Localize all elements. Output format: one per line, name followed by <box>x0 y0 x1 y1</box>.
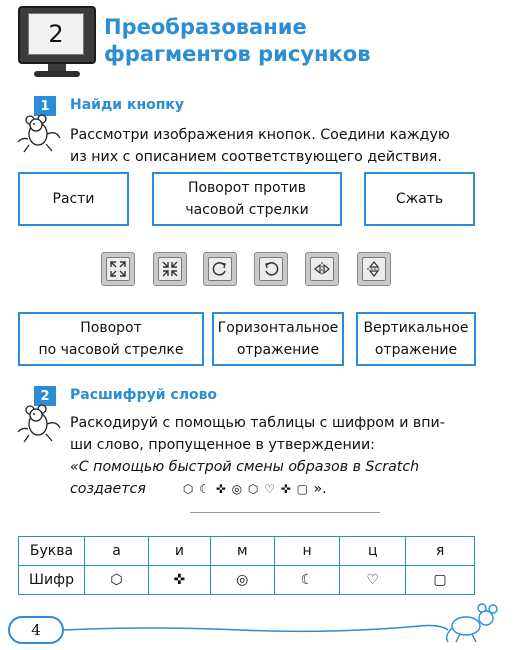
desc-flip-h-line1: Горизонтальное <box>217 320 339 336</box>
letter-cell: м <box>210 537 274 566</box>
desc-box-rotate-ccw[interactable] <box>152 172 342 226</box>
task2-instructions <box>70 412 445 500</box>
mouse-mascot-icon <box>447 604 497 642</box>
task2-quote-line2 <box>70 478 445 500</box>
desc-flip-h-line2: отражение <box>236 342 320 358</box>
rotate-right-icon <box>262 260 280 278</box>
table-row-cipher <box>19 566 475 595</box>
task2-number: 2 <box>34 386 56 406</box>
desc-box-flip-horizontal[interactable] <box>212 312 344 366</box>
grow-button[interactable] <box>101 252 135 286</box>
desc-box-flip-vertical[interactable] <box>356 312 476 366</box>
mouse-mascot-icon <box>16 112 62 154</box>
table-row-letters <box>19 537 475 566</box>
task2-quote-line1: «С помощью быстрой смены образов в Scratch <box>70 459 420 475</box>
desc-rotate-cw-line2: по часовой стрелке <box>38 342 184 358</box>
letter-cell: ц <box>340 537 406 566</box>
letter-cell: и <box>149 537 211 566</box>
task2-quote-prefix: создается <box>70 481 146 497</box>
rotate-left-icon <box>211 260 229 278</box>
desc-rotate-cw-line1: Поворот <box>80 320 142 336</box>
desc-flip-v-line1: Вертикальное <box>363 320 469 336</box>
chapter-title <box>104 14 504 68</box>
cipher-symbol-cell: ⬡ <box>85 566 149 595</box>
task1-text-line1: Рассмотри изображения кнопок. Соедини каждую <box>70 127 450 143</box>
flip-vertical-icon <box>365 260 383 278</box>
task1-instructions <box>70 124 450 168</box>
footer-decoration <box>0 596 519 650</box>
task1-number: 1 <box>34 96 56 116</box>
cipher-symbol-cell: ☾ <box>274 566 340 595</box>
row-label-letter: Буква <box>19 537 85 566</box>
desc-flip-v-line2: отражение <box>374 342 458 358</box>
task2-title: Расшифруй слово <box>70 387 218 403</box>
task2-text-line2: ши слово, пропущенное в утверждении: <box>70 437 375 453</box>
cipher-symbol-cell: ✜ <box>149 566 211 595</box>
flip-vertical-button[interactable] <box>357 252 391 286</box>
page-number: 4 <box>8 616 64 644</box>
flip-horizontal-button[interactable] <box>305 252 339 286</box>
letter-cell: н <box>274 537 340 566</box>
shrink-icon <box>161 260 179 278</box>
row-label-cipher: Шифр <box>19 566 85 595</box>
chapter-number: 2 <box>28 13 84 55</box>
cipher-table <box>18 536 475 595</box>
shrink-button[interactable] <box>153 252 187 286</box>
desc-grow-line1: Расти <box>52 191 95 207</box>
rotate-right-button[interactable] <box>254 252 288 286</box>
chapter-title-line2: фрагментов рисунков <box>104 42 371 66</box>
desc-box-rotate-cw[interactable] <box>18 312 204 366</box>
desc-rotate-ccw-line1: Поворот против <box>187 180 307 196</box>
desc-box-grow[interactable] <box>18 172 129 226</box>
desc-box-shrink[interactable] <box>364 172 475 226</box>
rotate-left-button[interactable] <box>203 252 237 286</box>
answer-line[interactable] <box>190 512 380 513</box>
cipher-symbol-cell: ♡ <box>340 566 406 595</box>
monitor-icon <box>18 6 98 80</box>
cipher-symbol-cell: ▢ <box>406 566 475 595</box>
chapter-title-line1: Преобразование <box>104 15 307 39</box>
cipher-sequence: ⬡ ☾ ✜ ◎ ⬡ ♡ ✜ ▢ <box>182 482 309 496</box>
task2-quote-suffix: ». <box>313 481 327 497</box>
letter-cell: я <box>406 537 475 566</box>
desc-rotate-ccw-line2: часовой стрелки <box>185 202 309 218</box>
desc-shrink-line1: Сжать <box>395 191 444 207</box>
task1-text-line2: из них с описанием соответствующего действия. <box>70 149 442 165</box>
task2-text-line1: Раскодируй с помощью таблицы с шифром и впи- <box>70 415 445 431</box>
mouse-mascot-icon <box>16 402 62 444</box>
flip-horizontal-icon <box>313 260 331 278</box>
grow-icon <box>109 260 127 278</box>
cipher-symbol-cell: ◎ <box>210 566 274 595</box>
task1-title: Найди кнопку <box>70 97 185 113</box>
letter-cell: а <box>85 537 149 566</box>
